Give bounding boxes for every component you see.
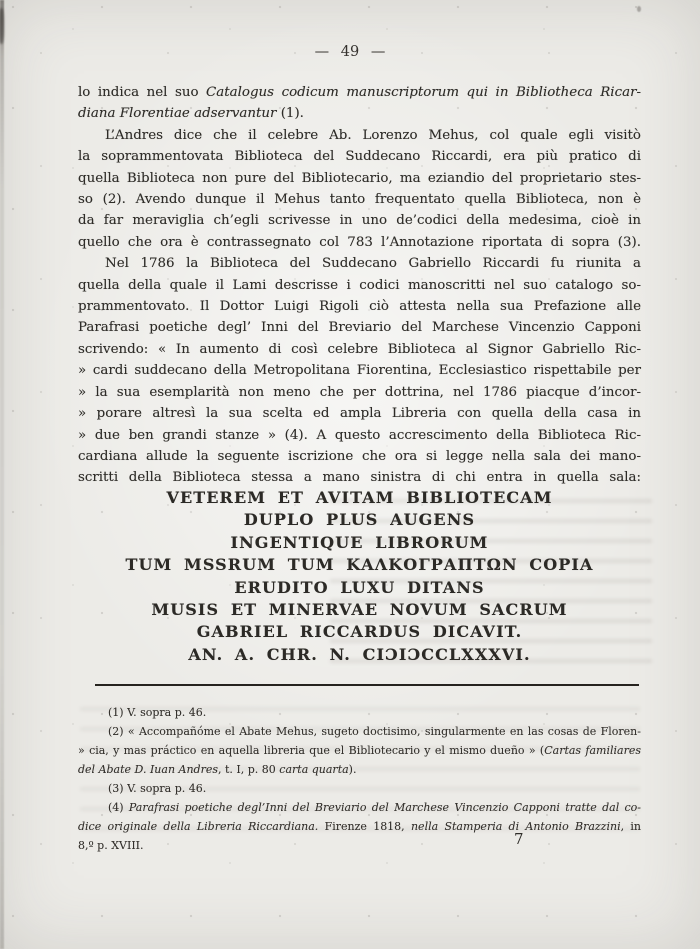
scan-smudge-top-left: [0, 8, 4, 44]
text-line: [78, 232, 641, 253]
text-line: [78, 403, 641, 424]
text-line: [78, 599, 641, 621]
text-segment: (1).: [276, 106, 304, 122]
text-line: [78, 296, 641, 317]
text-line: [78, 532, 641, 554]
text-segment: » cardi suddecano della Metropolitana Fiorentina, Ecclesiastico rispettabile per: [78, 363, 641, 379]
text-segment: VETEREM ET AVITAM BIBLIOTECAM: [166, 488, 553, 507]
text-segment: DUPLO PLUS AUGENS: [243, 510, 476, 530]
text-segment: , in: [620, 820, 641, 833]
text-segment: (1) V. sopra p. 46.: [108, 706, 207, 719]
text-line: [78, 275, 641, 296]
text-line: [78, 509, 641, 531]
text-line: [78, 446, 641, 467]
text-segment: lo indica nel suo: [78, 85, 207, 100]
text-segment: scritti della Biblioteca stessa a mano sinistra di chi entra in quella sala:: [78, 470, 641, 486]
text-segment: quella Biblioteca non pure del Bibliotecario, ma eziandio del proprietario stes-: [78, 170, 641, 186]
text-line: [78, 103, 641, 124]
running-head-page-number: — 49 —: [314, 44, 386, 60]
text-segment: » porare altresì la sua scelta ed ampla Libreria con quella della casa in: [78, 406, 641, 422]
text-segment: Nel 1786 la Biblioteca del Suddecano Gabriello Riccardi fu riunita a: [105, 256, 641, 272]
text-segment: ).: [348, 763, 357, 776]
signature-number: 7: [514, 830, 524, 848]
text-line: [78, 722, 641, 741]
text-line: [78, 741, 641, 760]
text-segment: da far meraviglia ch’egli scrivesse in uno de’codici della medesima, cioè in: [78, 213, 641, 229]
text-line: [78, 798, 641, 817]
text-segment: prammentovato. Il Dottor Luigi Rigoli ciò attesta nella sua Prefazione alle: [78, 299, 641, 315]
text-line: [78, 621, 641, 643]
text-line: [78, 817, 641, 836]
italic-text-segment: carta quarta: [279, 763, 349, 776]
body-text-block: [78, 82, 641, 489]
text-segment: quella della quale il Lami descrisse i codici manoscritti nel suo catalogo so-: [78, 277, 641, 293]
text-line: [78, 82, 641, 103]
text-segment: L’Andres dice che il celebre Ab. Lorenzo Mehus, col quale egli visitò: [105, 127, 641, 143]
text-line: [78, 146, 641, 167]
text-segment: INGENTIQUE LIBRORUM: [230, 532, 489, 552]
text-segment: (4): [108, 801, 129, 814]
text-line: [78, 554, 641, 576]
text-line: [78, 253, 641, 274]
italic-text-segment: Cartas familiares: [544, 744, 641, 757]
text-line: [78, 189, 641, 210]
text-line: [78, 487, 641, 509]
text-segment: ERUDITO LUXU DITANS: [234, 577, 485, 597]
text-line: [78, 467, 641, 488]
text-line: [78, 760, 641, 779]
text-segment: TUM MSSRUM TUM ΚΑΛΚΟΓΡΑΠΤΩΝ COPIA: [125, 555, 594, 575]
italic-text-segment: diana Florentiae adservantur: [78, 106, 277, 122]
italic-text-segment: nella Stamperia di Antonio Brazzini: [410, 820, 621, 833]
text-line: [78, 779, 641, 798]
footnote-separator-rule: [95, 684, 639, 686]
text-line: [78, 577, 641, 599]
text-line: [78, 317, 641, 338]
footnotes-block: [78, 703, 641, 855]
text-segment: quello che ora è contrassegnato col 783 l’Annotazione riportata di sopra (3).: [78, 234, 641, 250]
italic-text-segment: Catalogus codicum manuscriptorum qui in Bibliotheca Ricar-: [206, 85, 641, 100]
scan-edge-shadow: [0, 0, 4, 949]
text-segment: , t. I, p. 80: [218, 763, 280, 776]
text-line: [78, 425, 641, 446]
text-segment: GABRIEL RICCARDUS DICAVIT.: [196, 622, 523, 642]
text-segment: 8,º p. XVIII.: [78, 839, 144, 852]
text-segment: » due ben grandi stanze » (4). A questo accrescimento della Biblioteca Ric-: [78, 427, 641, 443]
text-segment: (3) V. sopra p. 46.: [108, 782, 207, 795]
text-segment: Firenze 1818,: [318, 820, 411, 833]
text-line: [78, 360, 641, 381]
text-line: [78, 125, 641, 146]
inscription-block: [78, 487, 641, 666]
text-segment: scrivendo: « In aumento di così celebre Biblioteca al Signor Gabriello Ric-: [78, 341, 641, 357]
text-line: [78, 168, 641, 189]
italic-text-segment: del Abate D. Iuan Andres: [78, 763, 219, 776]
text-segment: » la sua esemplarità non meno che per dottrina, nel 1786 piacque d’incor-: [78, 384, 641, 400]
text-line: [78, 210, 641, 231]
text-line: [78, 382, 641, 403]
text-segment: AN. A. CHR. N. CIƆIƆCCLXXXVI.: [188, 644, 531, 664]
text-line: [78, 703, 641, 722]
scan-speck-top-right: [637, 6, 641, 12]
text-segment: » cia, y mas práctico en aquella libreria que el Bibliotecario y el mismo dueño » (: [78, 744, 545, 757]
text-line: [78, 644, 641, 666]
text-segment: MUSIS ET MINERVAE NOVUM SACRUM: [151, 600, 568, 620]
italic-text-segment: Parafrasi poetiche degl’Inni del Breviario del Marchese Vincenzio Capponi tratte dal co-: [128, 801, 641, 814]
text-line: [78, 836, 641, 855]
text-line: [78, 339, 641, 360]
text-segment: la soprammentovata Biblioteca del Suddecano Riccardi, era più pratico di: [78, 149, 641, 165]
text-segment: cardiana allude la seguente iscrizione che ora si legge nella sala dei mano-: [78, 448, 641, 464]
text-segment: so (2). Avendo dunque il Mehus tanto frequentato quella Biblioteca, non è: [78, 192, 641, 208]
text-segment: Parafrasi poetiche degl’ Inni del Breviario del Marchese Vincenzio Capponi: [78, 320, 641, 336]
text-segment: (2) « Accompañóme el Abate Mehus, sugeto doctisimo, singularmente en las cosas de Floren-: [108, 725, 641, 738]
italic-text-segment: dice originale della Libreria Riccardiana.: [78, 820, 319, 833]
